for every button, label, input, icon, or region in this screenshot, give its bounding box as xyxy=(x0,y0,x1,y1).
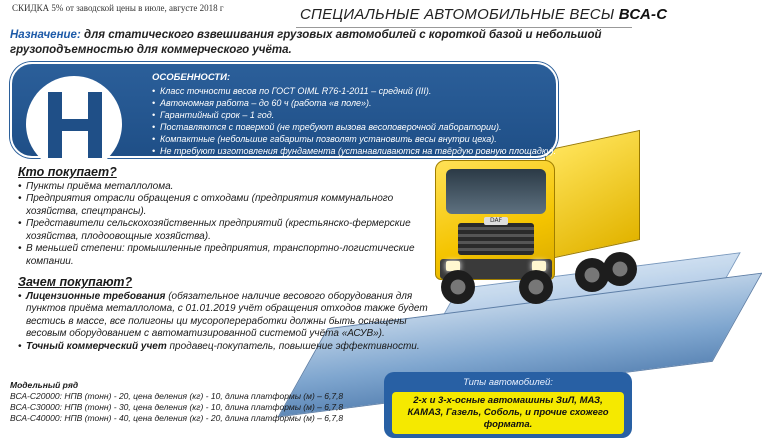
truck-wheel-front-left xyxy=(441,270,475,304)
truck-dump-body xyxy=(545,130,640,260)
why-buy-item-title: Точный коммерческий учет xyxy=(26,340,167,352)
truck-wheel-front-right xyxy=(519,270,553,304)
brand-logo xyxy=(26,76,122,172)
purpose-body: для статического взвешивания грузовых автомобилей с короткой базой и небольшой грузоподъемностью для коммерческого учёта. xyxy=(10,29,602,56)
features-list xyxy=(152,72,556,157)
who-buys-heading: Кто покупает? xyxy=(18,165,117,179)
why-buy-item-text: продавец-покупатель, повышение эффективности. xyxy=(166,340,420,352)
feature-item: • Поставляются с поверкой (не требуют вызова весоповерочной лаборатории). xyxy=(152,121,556,133)
who-buys-item: • В меньшей степени: промышленные предприятия, транспортно-логистические компании. xyxy=(18,243,418,268)
dump-truck xyxy=(435,140,635,315)
truck-cab xyxy=(435,160,555,280)
why-buy-item xyxy=(18,291,438,341)
model-range xyxy=(10,380,370,424)
feature-item: • Класс точности весов по ГОСТ OIML R76-1-2011 – средний (III). xyxy=(152,85,556,97)
page-title xyxy=(300,6,667,23)
who-buys-item: • Пункты приёма металлолома. xyxy=(18,181,418,194)
who-buys-section xyxy=(18,166,418,268)
brand-logo-mark xyxy=(48,92,102,158)
discount-note: СКИДКА 5% от заводской цены в июле, августе 2018 г xyxy=(12,3,224,13)
title-model: ВСА-С xyxy=(618,6,668,23)
truck-grille xyxy=(458,223,534,255)
why-buy-item-text: (обязательное наличие весового оборудования для пунктов приёма металлолома, с 01.01.2019 учёт обращения отходов также будет вестись в массе, все полигоны ци мусоропереработки должны быть оснащены весовым оборудованием с автоматизированной системой учёта «АСУВ»). xyxy=(26,290,428,339)
vehicle-types-text: 2-х и 3-х-осные автомашины ЗиЛ, МАЗ, КАМАЗ, Газель, Соболь, и прочие схожего формата. xyxy=(392,392,624,434)
title-prefix: СПЕЦИАЛЬНЫЕ АВТОМОБИЛЬНЫЕ ВЕСЫ xyxy=(300,6,619,23)
model-row: ВСА-С30000: НПВ (тонн) - 30, цена деления (кг) - 10, длина платформы (м) – 6,7,8 xyxy=(10,402,344,412)
why-buy-heading: Зачем покупают? xyxy=(18,275,133,289)
truck-wheel-rear-2 xyxy=(603,252,637,286)
vehicle-types-title: Типы автомобилей: xyxy=(463,377,553,388)
purpose-text xyxy=(10,28,634,58)
feature-item: • Компактные (небольшие габариты позволят установить весы внутри цеха). xyxy=(152,133,556,145)
model-row: ВСА-С20000: НПВ (тонн) - 20, цена деления (кг) - 10, длина платформы (м) – 6,7,8 xyxy=(10,391,344,401)
who-buys-item: • Предприятия отрасли обращения с отходами (предприятия коммунального хозяйства, спецтрансы). xyxy=(18,193,418,218)
feature-item: • Гарантийный срок – 1 год. xyxy=(152,109,556,121)
who-buys-item: • Представители сельскохозяйственных предприятий (крестьянско-фермерские хозяйства, плодоовощные хозяйства). xyxy=(18,218,418,243)
why-buy-item-title: Лицензионные требования xyxy=(26,290,166,302)
truck-windshield xyxy=(446,169,546,214)
purpose-label: Назначение: xyxy=(10,29,81,41)
model-range-heading: Модельный ряд xyxy=(10,380,79,390)
feature-item: • Автономная работа – до 60 ч (работа «в поле»). xyxy=(152,97,556,109)
why-buy-section xyxy=(18,276,438,353)
features-panel xyxy=(10,62,558,158)
features-title: ОСОБЕННОСТИ: xyxy=(152,72,231,83)
truck-badge: DAF xyxy=(484,217,508,225)
feature-item: • Не требуют изготовления фундамента (устанавливаются на твёрдую ровную площадку). xyxy=(152,145,556,157)
model-row: ВСА-С40000: НПВ (тонн) - 40, цена деления (кг) - 20, длина платформы (м) – 6,7,8 xyxy=(10,413,344,423)
why-buy-item xyxy=(18,341,438,354)
